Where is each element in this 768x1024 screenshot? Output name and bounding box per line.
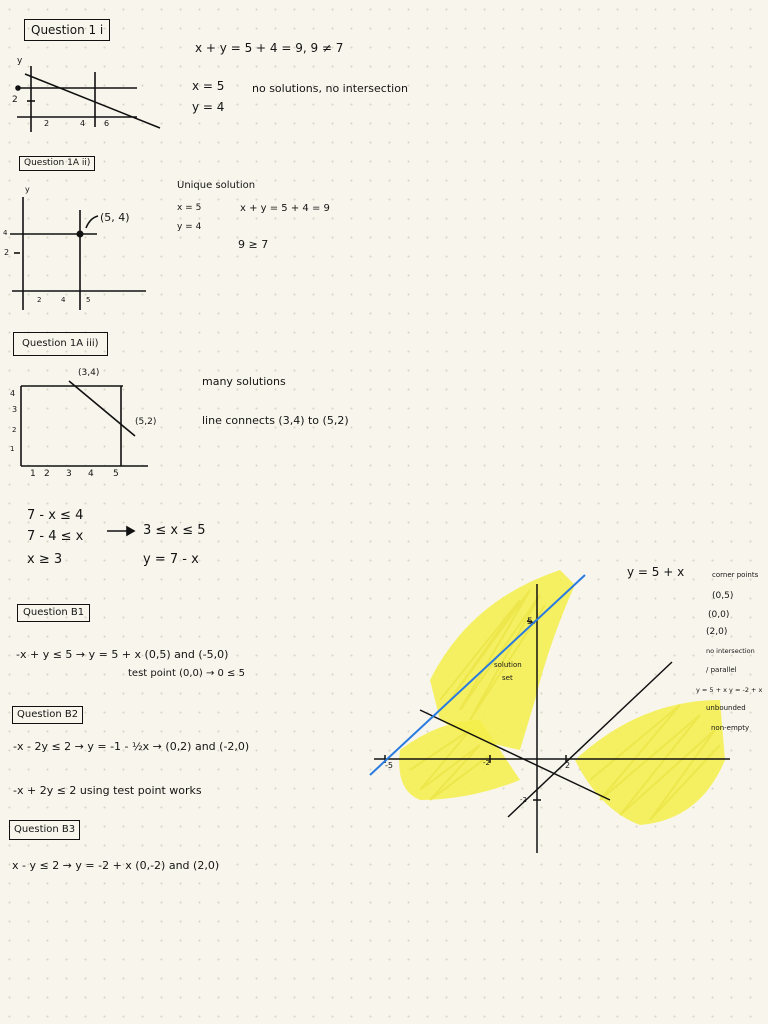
heading-q1a-ii: Question 1A ii) [19, 156, 95, 171]
q1aiii-y2: 2 [12, 426, 17, 434]
graph-x-tick-m5: -5 [385, 761, 393, 770]
q1aiii-y1: 1 [10, 445, 15, 453]
note-corner-points: corner points [712, 571, 759, 579]
note-unbounded: unbounded [706, 704, 746, 712]
qb2-line: -x - 2y ≤ 2 → y = -1 - ½x → (0,2) and (-2,0) [13, 740, 250, 753]
q1ai-equation: x + y = 5 + 4 = 9, 9 ≠ 7 [195, 41, 344, 55]
q1aii-point-label: (5, 4) [100, 211, 130, 224]
graph-x-tick-2: 2 [565, 761, 571, 770]
qb3-line: x - y ≤ 2 → y = -2 + x (0,-2) and (2,0) [12, 859, 220, 872]
q1ai-y-tick-2: 2 [12, 95, 18, 105]
graph-x-tick-m2: -2 [483, 759, 490, 767]
q1aiii-point-2: (5,2) [135, 417, 157, 427]
q1ai-x-tick-6: 6 [104, 119, 110, 128]
note-parallel: / parallel [706, 666, 737, 674]
solution-label-2: set [502, 674, 513, 682]
heading-qb1: Question B1 [17, 604, 90, 622]
note-non-empty: non-empty [711, 724, 750, 732]
q1ai-x-value: x = 5 [192, 79, 225, 93]
q1aiii-description: line connects (3,4) to (5,2) [202, 414, 349, 427]
q1aii-y-value: y = 4 [177, 222, 202, 232]
ineq-result-line: y = 7 - x [143, 552, 199, 567]
heading-qb3: Question B3 [9, 820, 80, 840]
note-point-2-0: (2,0) [706, 627, 728, 637]
ineq-result-range: 3 ≤ x ≤ 5 [143, 523, 206, 538]
q1ai-y-label: y [17, 56, 23, 66]
q1aii-y-tick-4: 4 [3, 229, 8, 237]
q1aiii-y3: 3 [12, 405, 18, 414]
graph-line-label: y = 5 + x [627, 565, 685, 579]
q1ai-y-value: y = 4 [192, 100, 225, 114]
q1aiii-y4: 4 [10, 389, 16, 398]
q1ai-note: no solutions, no intersection [252, 82, 408, 95]
q1aii-y-tick-2: 2 [4, 248, 10, 257]
note-point-0-5: (0,5) [712, 591, 734, 601]
ineq-line-2: 7 - 4 ≤ x [27, 529, 84, 544]
ineq-line-3: x ≥ 3 [27, 552, 63, 567]
q1ai-x-tick-2: 2 [44, 119, 50, 128]
note-no-intersection: no intersection [706, 647, 755, 655]
q1aiii-x3: 3 [66, 469, 72, 479]
qb1-line: -x + y ≤ 5 → y = 5 + x (0,5) and (-5,0) [16, 648, 229, 661]
qb1-test: test point (0,0) → 0 ≤ 5 [128, 668, 245, 679]
solution-label-1: solution [494, 661, 522, 669]
heading-q1a-i: Question 1 i [24, 19, 110, 41]
q1aii-inequality: 9 ≥ 7 [238, 238, 269, 251]
q1aiii-title: many solutions [202, 375, 286, 388]
graph-y-tick-m2: -2 [520, 796, 527, 804]
q1aiii-x4: 4 [88, 469, 94, 479]
q1ai-x-tick-4: 4 [80, 119, 86, 128]
q1aii-x-tick-5: 5 [86, 296, 91, 304]
note-lines: y = 5 + x y = -2 + x [696, 686, 763, 694]
q1aii-equation: x + y = 5 + 4 = 9 [240, 203, 330, 214]
q1aiii-point-1: (3,4) [78, 368, 100, 378]
heading-qb2: Question B2 [12, 706, 83, 724]
q1aii-x-value: x = 5 [177, 203, 202, 213]
note-point-0-0: (0,0) [708, 610, 730, 620]
qb2-line-2: -x + 2y ≤ 2 using test point works [13, 784, 202, 797]
q1aiii-x1: 1 [30, 469, 36, 479]
q1aii-y-label: y [25, 185, 30, 194]
graph-y-tick-5: 5 [527, 617, 533, 627]
ineq-line-1: 7 - x ≤ 4 [27, 508, 84, 523]
q1aii-x-tick-2: 2 [37, 296, 42, 304]
heading-q1a-iii: Question 1A iii) [13, 332, 108, 356]
q1aii-title: Unique solution [177, 180, 256, 191]
q1aiii-x5: 5 [113, 469, 119, 479]
q1aii-x-tick-4: 4 [61, 296, 66, 304]
q1aiii-x2: 2 [44, 469, 50, 479]
